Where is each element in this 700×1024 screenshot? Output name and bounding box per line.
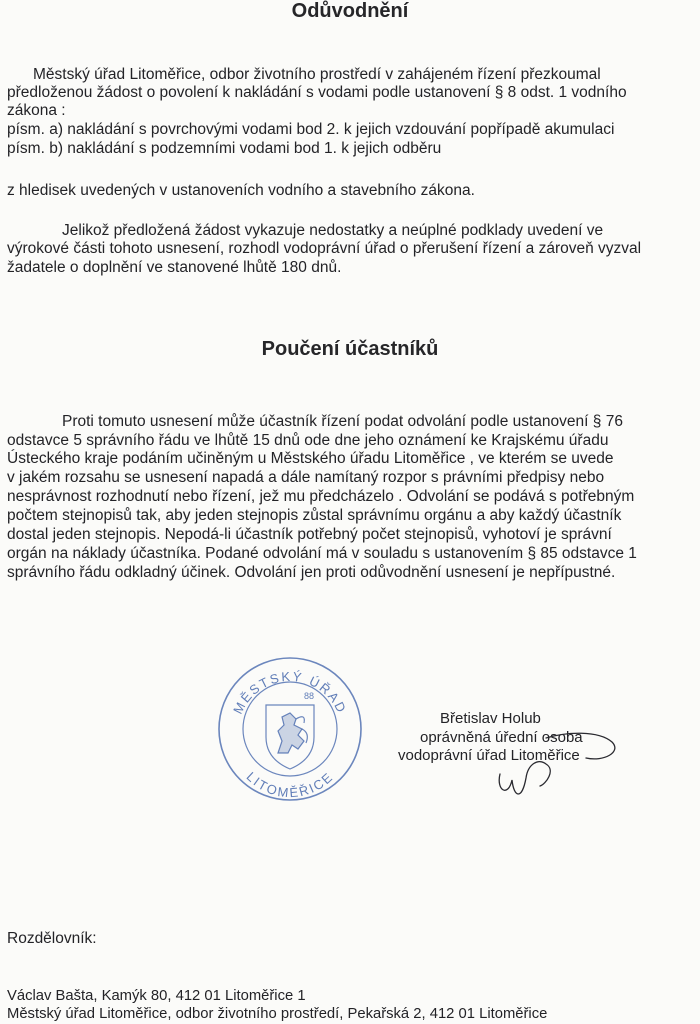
- reasoning-line: z hledisek uvedených v ustanoveních vodního a stavebního zákona.: [7, 182, 475, 199]
- reasoning-line: písm. b) nakládání s podzemními vodami bod 1. k jejich odběru: [7, 140, 442, 157]
- reasoning-line: Městský úřad Litoměřice, odbor životního prostředí v zahájeném řízení přezkoumal: [33, 66, 601, 83]
- reasoning-line: žadatele o doplnění ve stanovené lhůtě 180 dnů.: [7, 259, 342, 276]
- instruction-line: dostal jeden stejnopis. Nepodá-li účastník potřebný počet stejnopisů, vyhotoví je správní: [7, 526, 612, 543]
- stamp-text-top: MĚSTSKÝ ÚŘAD: [230, 668, 350, 717]
- official-name: Břetislav Holub: [440, 710, 541, 727]
- instruction-line: Ústeckého kraje podáním učiněným u Městského úřadu Litoměřice , ve kterém se uvede: [7, 450, 614, 467]
- reasoning-line: výrokové části tohoto usnesení, rozhodl vodoprávní úřad o přerušení řízení a zároveň vyzval: [7, 240, 642, 257]
- official-role: oprávněná úřední osoba: [420, 729, 583, 746]
- reasoning-line: zákona :: [7, 102, 66, 119]
- distribution-label: Rozdělovník:: [7, 930, 97, 947]
- instruction-line: orgán na náklady účastníka. Podané odvolání má v souladu s ustanovením § 85 odstavce 1: [7, 545, 637, 562]
- instruction-line: Proti tomuto usnesení může účastník řízení podat odvolání podle ustanovení § 76: [62, 413, 623, 430]
- instruction-line: odstavce 5 správního řádu ve lhůtě 15 dnů ode dne jeho oznámení ke Krajskému úřadu: [7, 432, 609, 449]
- reasoning-line: Jelikož předložená žádost vykazuje nedostatky a neúplné podklady uvedení ve: [62, 222, 604, 239]
- distribution-recipient: Městský úřad Litoměřice, odbor životního prostředí, Pekařská 2, 412 01 Litoměřice: [7, 1006, 548, 1022]
- stamp-number: 88: [304, 691, 315, 701]
- instruction-line: v jakém rozsahu se usnesení napadá a dále namítaný rozpor s právními předpisy nebo: [7, 469, 605, 486]
- instruction-line: nesprávnost rozhodnutí nebo řízení, jež mu předcházelo . Odvolání se podává s potřebným: [7, 488, 635, 505]
- reasoning-line: písm. a) nakládání s povrchovými vodami bod 2. k jejich vzdouvání popřípadě akumulaci: [7, 121, 615, 138]
- instruction-line: počtem stejnopisů tak, aby jeden stejnopis zůstal správnímu orgánu a aby každý účastník: [7, 507, 622, 524]
- heading-reasoning: Odůvodnění: [291, 0, 409, 22]
- handwritten-signature: [486, 728, 626, 808]
- distribution-recipient: Václav Bašta, Kamýk 80, 412 01 Litoměřice 1: [7, 988, 306, 1004]
- instruction-line: správního řádu odkladný účinek. Odvolání jen proti odůvodnění usnesení je nepřípustné.: [7, 564, 616, 581]
- official-stamp: [216, 655, 364, 803]
- reasoning-line: předloženou žádost o povolení k nakládání s vodami podle ustanovení § 8 odst. 1 vodního: [7, 84, 627, 101]
- lion-emblem-icon: [266, 705, 314, 769]
- stamp-text-bottom: LITOMĚŘICE: [243, 768, 337, 801]
- heading-instruction: Poučení účastníků: [261, 338, 439, 360]
- official-office: vodoprávní úřad Litoměřice: [398, 747, 580, 764]
